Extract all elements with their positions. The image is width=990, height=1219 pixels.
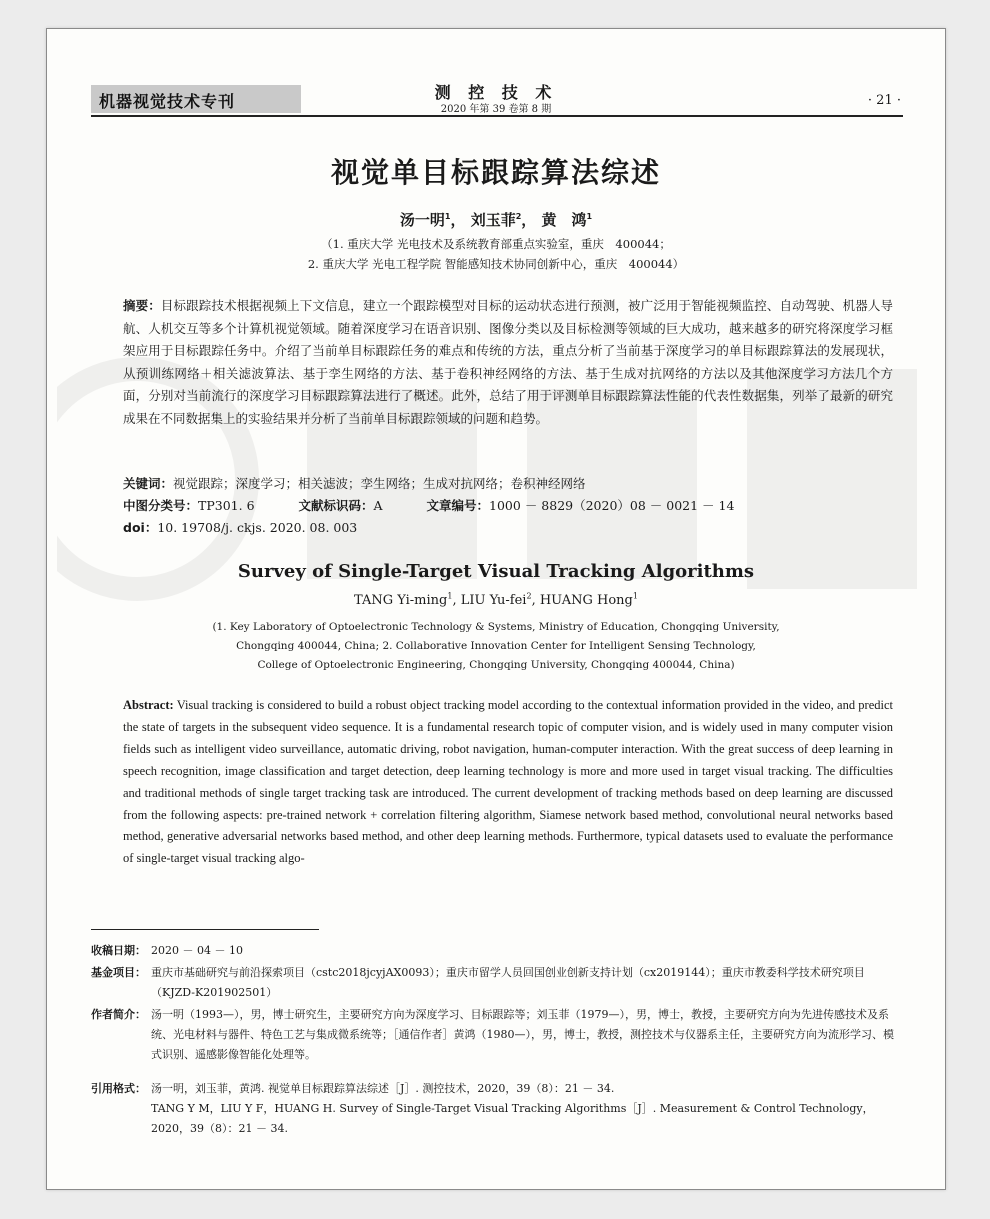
footnote-fund — [91, 963, 903, 1003]
footnote-citation — [91, 1079, 903, 1139]
keywords-label: 关键词： — [123, 476, 174, 491]
cite-cn: 汤一明，刘玉菲，黄鸿. 视觉单目标跟踪算法综述［J］. 测控技术，2020，39（8）：21 － 34. — [151, 1082, 615, 1095]
doi-value[interactable]: 10. 19708/j. ckjs. 2020. 08. 003 — [157, 520, 358, 535]
journal-name: 测 控 技 术 — [434, 83, 558, 102]
received-label: 收稿日期： — [91, 944, 146, 957]
affiliation-en-2: Chongqing 400044, China; 2. Collaborative Innovation Center for Intelligent Sensing Technology, — [236, 640, 756, 652]
authors-en: TANG Yi-ming$^1$, LIU Yu-fei$^2$, HUANG Hong$^1$ — [354, 591, 638, 608]
bio-label: 作者简介： — [91, 1008, 146, 1021]
cite-label: 引用格式： — [91, 1082, 146, 1095]
bio-value: 汤一明（1993—），男，博士研究生，主要研究方向为深度学习、目标跟踪等；刘玉菲（1979—），男，博士，教授，主要研究方向为先进传感技术及系统、光电材料与器件、特色工艺与集成微系统等；［通信作者］黄鸿（1980—），男，博士，教授，测控技术与仪器系主任，主要研究方向为流形学习、模式识别、遥感影像智能化处理等。 — [151, 1008, 894, 1061]
doc-code-label: 文献标识码： — [298, 498, 374, 513]
classification-line — [123, 495, 734, 517]
footnote-rule — [91, 929, 319, 930]
article-no-value: 1000 － 8829（2020）08 － 0021 － 14 — [489, 498, 735, 513]
doi-line — [123, 517, 357, 539]
author-sup: 1 — [586, 212, 593, 221]
cite-values — [151, 1079, 901, 1139]
affiliation-en-1: (1. Key Laboratory of Optoelectronic Technology & Systems, Ministry of Education, Chongqing University, — [212, 621, 780, 633]
authors-cn: 汤一明$^1$， 刘玉菲$^2$， 黄 鸿$^1$ — [399, 211, 593, 229]
column-tag: 机器视觉技术专刊 — [91, 85, 301, 113]
affiliation-cn-1: （1. 重庆大学 光电技术及系统教育部重点实验室，重庆 400044； — [321, 237, 671, 251]
footnote-bio — [91, 1005, 903, 1065]
cite-en: TANG Y M，LIU Y F，HUANG H. Survey of Single-Target Visual Tracking Algorithms［J］. Measurement & Control Technology，2020，39（8）：21 － 34. — [151, 1102, 874, 1135]
affiliation-en-3: College of Optoelectronic Engineering, Chongqing University, Chongqing 400044, China) — [257, 659, 735, 671]
author-name: 黄 鸿 — [541, 211, 587, 229]
author-name: 刘玉菲 — [470, 211, 516, 229]
abstract-en — [123, 695, 893, 870]
abstract-en-text: Visual tracking is considered to build a robust object tracking model according to the contextual information provided in the video, and predict the state of targets in the subsequent video sequence. It is a fundamental research topic of computer vision, and is widely used in many computer vision fields such as intelligent video surveillance, automatic driving, robot navigation, human-computer interaction. With the great success of deep learning in speech recognition, image classification and target detection, deep learning technology is more and more used in target visual tracking. The difficulties and traditional methods of single target tracking task are introduced. The current development of tracking methods based on deep learning are discussed from the following aspects: pre-trained network + correlation filtering algorithm, Siamese network based method, convolutional neural networks based method, generative adversarial networks based method, and other deep learning methods. Furthermore, typical datasets used to evaluate the performance of single-target visual tracking algo- — [123, 698, 893, 866]
author-sup: 2 — [526, 591, 532, 601]
author-sup: 1 — [447, 591, 453, 601]
issue-info: 2020 年第 39 卷第 8 期 — [440, 104, 552, 115]
author-name: LIU Yu-fei — [460, 593, 527, 608]
abstract-cn — [123, 295, 893, 430]
received-value: 2020 － 04 － 10 — [151, 944, 243, 957]
paper-page — [46, 28, 946, 1190]
doi-label: doi： — [123, 520, 158, 535]
article-no-label: 文章编号： — [426, 498, 490, 513]
author-sup: 1 — [444, 212, 451, 221]
keywords-cn — [123, 473, 586, 495]
header-rule — [91, 115, 903, 117]
abstract-cn-text: 目标跟踪技术根据视频上下文信息，建立一个跟踪模型对目标的运动状态进行预测，被广泛用于智能视频监控、自动驾驶、机器人导航、人机交互等多个计算机视觉领域。随着深度学习在语音识别、图像分类以及目标检测等领域的巨大成功，越来越多的研究将深度学习框架应用于目标跟踪任务中。介绍了当前单目标跟踪任务的难点和传统的方法，重点分析了当前基于深度学习的单目标跟踪算法的发展现状，从预训练网络＋相关滤波算法、基于孪生网络的方法、基于卷积神经网络的方法、基于生成对抗网络的方法以及其他深度学习方法几个方面，分别对当前流行的深度学习目标跟踪算法进行了概述。此外，总结了用于评测单目标跟踪算法性能的代表性数据集，列举了最新的研究成果在不同数据集上的实验结果并分析了当前单目标跟踪领域的问题和趋势。 — [123, 298, 893, 426]
clc-value: TP301. 6 — [198, 498, 255, 513]
author-name: HUANG Hong — [539, 593, 633, 608]
abstract-cn-label: 摘要： — [123, 298, 161, 313]
doc-code-value: A — [373, 498, 383, 513]
paper-title-en: Survey of Single-Target Visual Tracking Algorithms — [237, 561, 755, 582]
page-number: · 21 · — [867, 93, 901, 108]
keywords-text: 视觉跟踪；深度学习；相关滤波；孪生网络；生成对抗网络；卷积神经网络 — [173, 476, 586, 491]
clc-label: 中图分类号： — [123, 498, 199, 513]
fund-label: 基金项目： — [91, 966, 146, 979]
abstract-en-label: Abstract: — [123, 698, 174, 712]
affiliation-cn-2: 2. 重庆大学 光电工程学院 智能感知技术协同创新中心，重庆 400044） — [307, 257, 685, 271]
author-name: TANG Yi-ming — [354, 593, 448, 608]
author-sup: 2 — [515, 212, 522, 221]
author-name: 汤一明 — [399, 211, 445, 229]
author-sup: 1 — [632, 591, 638, 601]
paper-title-cn: 视觉单目标跟踪算法综述 — [330, 156, 661, 189]
fund-value: 重庆市基础研究与前沿探索项目（cstc2018jcyjAX0093）；重庆市留学人员回国创业创新支持计划（cx2019144）；重庆市教委科学技术研究项目（KJZD-K201902501） — [151, 966, 865, 999]
footnote-received — [91, 941, 903, 961]
